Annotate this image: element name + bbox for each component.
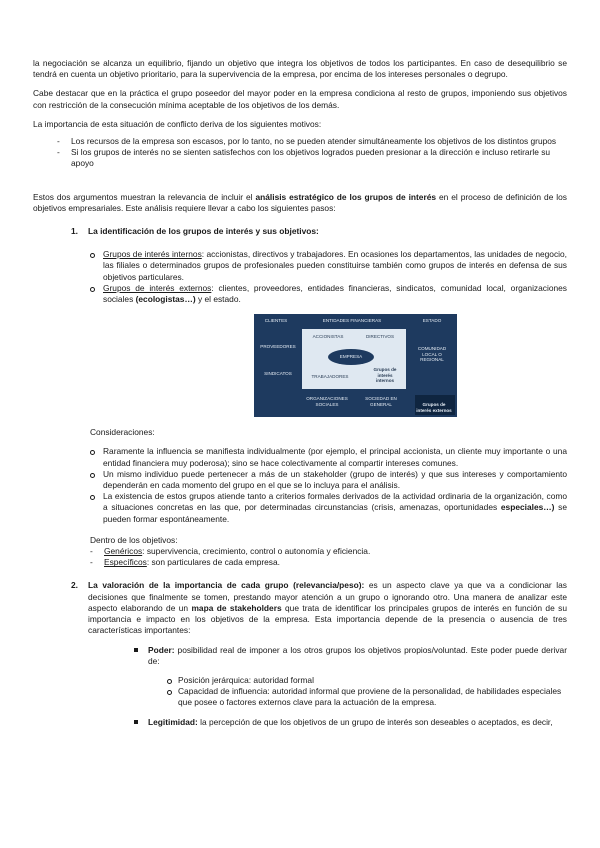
considerations-title: Consideraciones: [90,427,155,438]
list-item: - Los recursos de la empresa son escasos, por lo tanto, no se pueden atender simultáneamente los objetivos de los distintos grupos [33,136,567,147]
diagram-inner-area [302,329,406,389]
document-page [33,58,567,728]
characteristics-list-2 [33,717,567,728]
motives-list [33,136,567,170]
list-item: Grupos de interés externos: clientes, proveedores, entidades financieras, sindicatos, comunidad local, organizaciones sociales (ecologistas…) y el estado. [33,283,567,305]
list-item: Raramente la influencia se manifiesta individualmente (por ejemplo, el principal accionista, un cliente muy importante o una entidad financiera muy poderosa); sino se hace colectivamente al compartir intereses comunes. [33,446,567,468]
list-item-power: Poder: posibilidad real de imponer a los otros grupos los objetivos propios/voluntad. Este poder puede derivar de: [33,645,567,667]
list-item: Grupos de interés internos: accionistas, directivos y trabajadores. En ocasiones los departamentos, las unidades de negocio, las filiales o determinados grupos de profesionales pueden constituirse también como grupos de interés en defensa de sus objetivos particulares. [33,249,567,283]
paragraph-power: Cabe destacar que en la práctica el grupo poseedor del mayor poder en la empresa condiciona al resto de grupos, imponiendo sus objetivos con restricción de la consecución mínima aceptable de los objetivos de los demás. [33,88,567,110]
diagram-empresa: EMPRESA [339,354,363,360]
paragraph-negotiation: la negociación se alcanza un equilibrio, fijando un objetivo que integra los objetivos de todos los participantes. En caso de desequilibrio se tendrá en cuenta un objetivo prioritario, para la supervivencia de la empresa, por encima de los intereses personales o degrupo. [33,58,567,80]
step-2-title: La valoración de la importancia de cada grupo (relevancia/peso): [88,580,365,591]
internal-groups-term: Grupos de interés internos [103,249,202,260]
strategic-analysis-term: análisis estratégico de los grupos de interés [255,191,437,202]
step-1-heading: 1. La identificación de los grupos de interés y sus objetivos: [71,226,319,237]
considerations-list [33,446,567,524]
diagram-trabajadores: TRABAJADORES [311,374,349,380]
diagram-clientes: CLIENTES [264,318,288,324]
diagram-externos: Grupos de interés externos [416,402,452,413]
paragraph-arguments: Estos dos argumentos muestran la relevancia de incluir el análisis estratégico de los grupos de interés en el proceso de definición de los objetivos empresariales. Este análisis requiere llevar a cabo los siguientes pasos: [33,191,567,213]
power-sources-list [33,675,567,709]
list-item: - Específicos: son particulares de cada empresa. [66,557,567,568]
diagram-accionistas: ACCIONISTAS [312,334,344,340]
paragraph-motives-intro: La importancia de esta situación de conflicto deriva de los siguientes motivos: [33,118,322,129]
list-item: - Genéricos: supervivencia, crecimiento, control o autonomía y eficiencia. [66,546,567,557]
diagram-internos: Grupos de interés internos [373,367,397,384]
diagram-estado: ESTADO [422,318,442,324]
stakeholders-diagram [254,314,457,417]
list-item: Un mismo individuo puede pertenecer a más de un stakeholder (grupo de interés) y que sus intereses y comportamiento dependerán en cada momento del grupo en el que se lo incluya para el análisis. [33,469,567,491]
list-item: La existencia de estos grupos atiende tanto a criterios formales derivados de la actividad ordinaria de la organización, como a situaciones concretas en las que, por determinadas circunstancias (crisis, amenazas, oportunidades especiales…) se pueden formar espontáneamente. [33,491,567,525]
characteristics-list [33,645,567,667]
diagram-sociedad: SOCIEDAD EN GENERAL [365,396,397,407]
diagram-entidades: ENTIDADES FINANCIERAS [322,318,382,324]
list-item-legitimacy: Legitimidad: la percepción de que los objetivos de un grupo de interés son deseables o aceptados, es decir, [33,717,567,728]
diagram-proveedores: PROVEEDORES [260,344,296,350]
diagram-organizaciones: ORGANIZACIONES SOCIALES [306,396,348,407]
diagram-comunidad: COMUNIDAD LOCAL O REGIONAL [417,346,447,363]
objectives-list [33,546,567,568]
list-item: Capacidad de influencia: autoridad informal que proviene de la personalidad, de habilidades especiales que posee o factores externos clave para la actuación de la empresa. [33,686,567,708]
list-item: Posición jerárquica: autoridad formal [33,675,567,686]
external-groups-term: Grupos de interés externos [103,282,212,293]
diagram-directivos: DIRECTIVOS [365,334,395,340]
list-item: - Si los grupos de interés no se sienten satisfechos con los objetivos logrados pueden presionar a la dirección e incluso retirarle su apoyo [33,147,567,169]
objectives-title: Dentro de los objetivos: [90,534,178,545]
groups-list [33,249,567,305]
diagram-sindicatos: SINDICATOS [264,371,292,377]
stakeholder-map-term: mapa de stakeholders [191,602,282,613]
step-2-paragraph: 2. La valoración de la importancia de cada grupo (relevancia/peso): es un aspecto clave ya que va a condicionar las decisiones que finalmente se tomen, prestando mayor atención a un grupo o ignorando otro. Una manera de analizar este aspecto elaborando de un mapa de stakeholders que trata de identificar los principales grupos de interés en función de su importancia e impacto en los objetivos de la empresa. Esta importancia depende de la presencia o ausencia de tres características importantes: [71,580,567,636]
